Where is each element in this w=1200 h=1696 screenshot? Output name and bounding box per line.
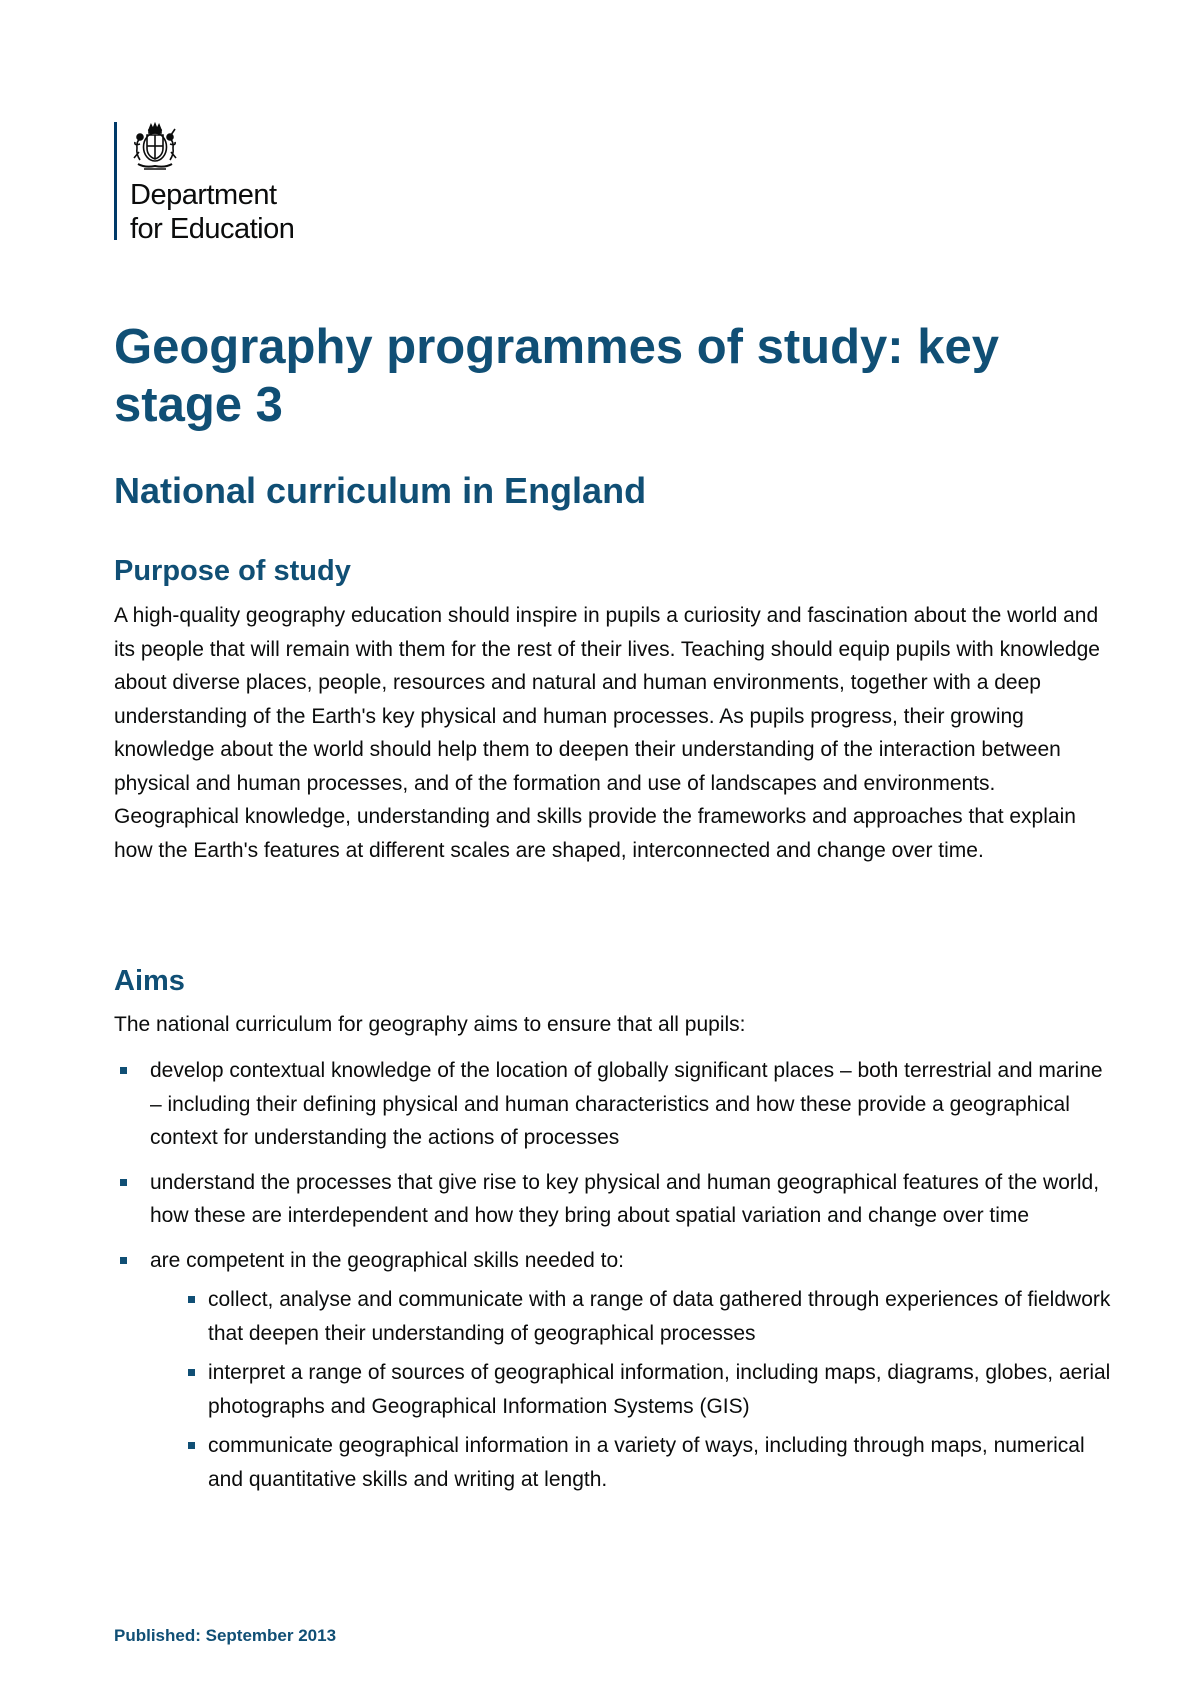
organisation-name-line2: for Education — [130, 213, 295, 245]
aims-heading: Aims — [114, 965, 185, 997]
published-date: Published: September 2013 — [114, 1626, 337, 1645]
purpose-paragraph: A high-quality geography education should inspire in pupils a curiosity and fascination about the world and its people that will remain with them for the rest of their lives. Teaching should equip pupils with knowledge about diverse places, people, resources and natural and human environments, together with a deep understanding of the Earth's key physical and human processes. As pupils progress, their growing knowledge about the world should help them to deepen their understanding of the interaction between physical and human processes, and of the formation and use of landscapes and environments. Geographical knowledge, understanding and skills provide the frameworks and approaches that explain how the Earth's features at different scales are shaped, interconnected and change over time. — [114, 604, 1100, 862]
aims-list — [114, 1054, 1114, 1507]
square-bullet-icon — [120, 1179, 127, 1186]
aim-text: are competent in the geographical skills needed to: — [150, 1248, 624, 1272]
list-item — [114, 1244, 1114, 1497]
organisation-name-line1: Department — [130, 179, 277, 211]
organisation-name — [130, 178, 294, 246]
skill-text: interpret a range of sources of geographical information, including maps, diagrams, globes, aerial photographs and Geographical Information Systems (GIS) — [208, 1361, 1111, 1418]
aims-intro: The national curriculum for geography aims to ensure that all pupils: — [114, 1013, 746, 1036]
sub-list-item — [150, 1283, 1114, 1350]
skills-sub-list — [150, 1283, 1114, 1496]
document-title: Geography programmes of study: key stage 3 — [114, 320, 999, 432]
royal-coat-of-arms-icon — [130, 122, 180, 172]
document-subtitle: National curriculum in England — [114, 470, 647, 511]
dfe-logo — [114, 122, 354, 245]
list-item — [114, 1166, 1114, 1233]
purpose-heading: Purpose of study — [114, 555, 351, 587]
skill-text: collect, analyse and communicate with a range of data gathered through experiences of fieldwork that deepen their understanding of geographical processes — [208, 1288, 1111, 1345]
sub-list-item — [150, 1356, 1114, 1423]
square-bullet-icon — [120, 1067, 127, 1074]
aim-text: develop contextual knowledge of the location of globally significant places – both terrestrial and marine – including their defining physical and human characteristics and how these provide a geographical context for understanding the actions of processes — [150, 1059, 1103, 1149]
square-bullet-icon — [120, 1257, 127, 1264]
square-bullet-icon — [188, 1442, 195, 1449]
logo-divider — [114, 122, 117, 240]
sub-list-item — [150, 1429, 1114, 1496]
square-bullet-icon — [188, 1369, 195, 1376]
square-bullet-icon — [188, 1296, 195, 1303]
aim-text: understand the processes that give rise to key physical and human geographical features of the world, how these are interdependent and how they bring about spatial variation and change over time — [150, 1170, 1100, 1227]
skill-text: communicate geographical information in a variety of ways, including through maps, numerical and quantitative skills and writing at length. — [208, 1434, 1085, 1491]
list-item — [114, 1054, 1114, 1155]
